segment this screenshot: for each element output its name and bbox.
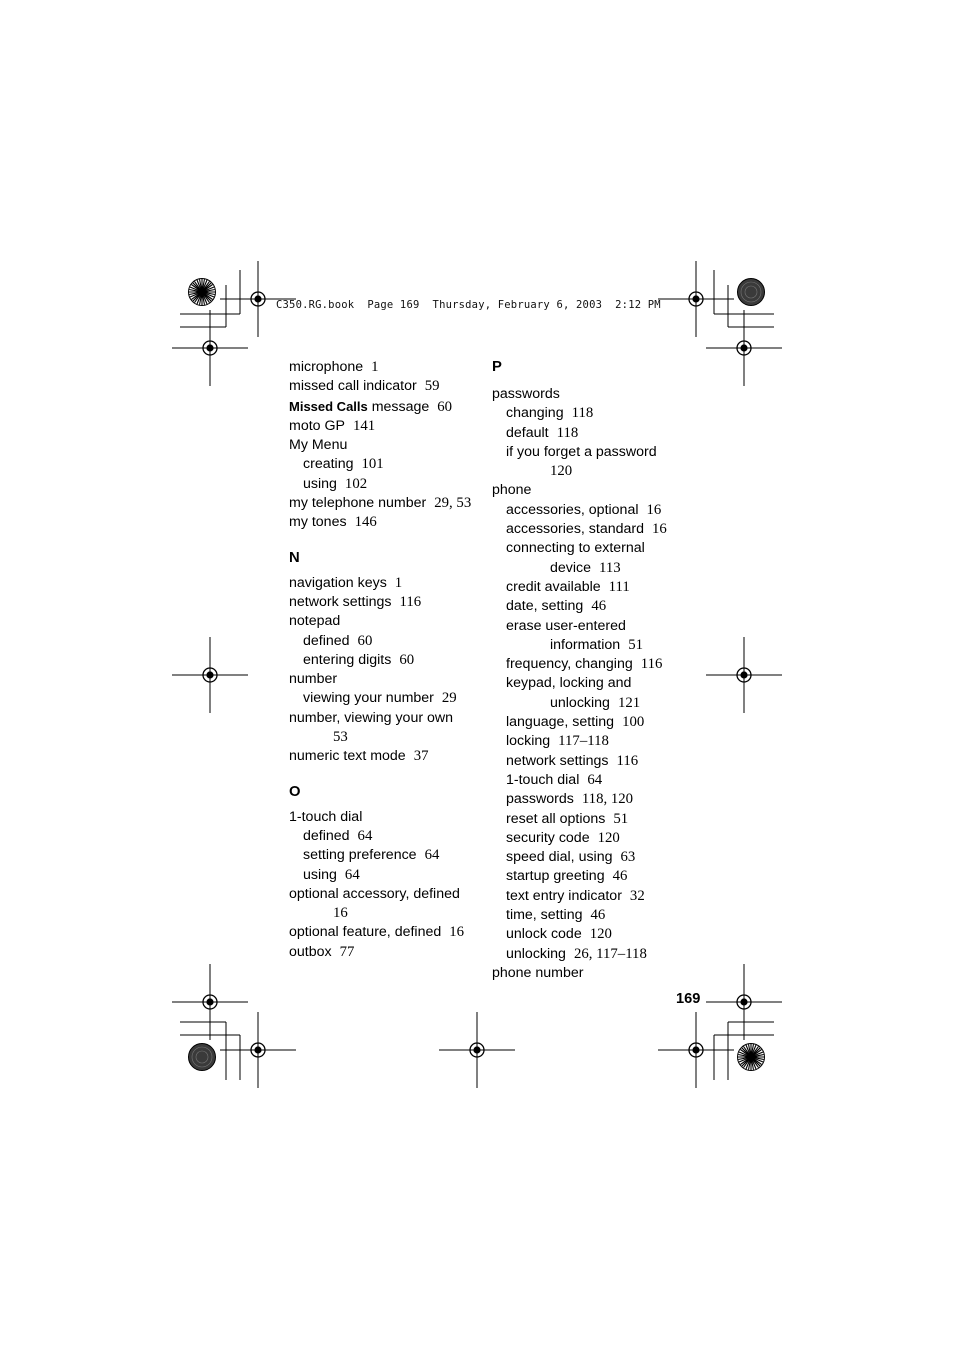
index-subentry: network settings 116 (506, 752, 639, 769)
section-letter: N (289, 549, 300, 566)
index-continuation: device 113 (550, 559, 621, 576)
index-subentry: date, setting 46 (506, 598, 607, 615)
index-entry: optional accessory, defined (289, 885, 460, 902)
index-subentry: using 102 (303, 475, 368, 492)
print-slug (276, 299, 661, 311)
index-continuation: 120 (550, 463, 573, 480)
index-entry: passwords (492, 386, 560, 402)
slug-time: 2:12 PM (615, 299, 661, 311)
index-entry: phone (492, 482, 532, 499)
index-entry: navigation keys 1 (289, 574, 403, 591)
index-subentry: if you forget a password (506, 443, 657, 460)
index-subentry: viewing your number 29 (303, 690, 457, 707)
index-entry: number, viewing your own (289, 709, 454, 726)
index-continuation: 16 (333, 905, 348, 922)
index-entry: microphone 1 (289, 359, 379, 375)
index-subentry: using 64 (303, 866, 360, 883)
index-subentry: keypad, locking and (506, 675, 632, 692)
index-subentry: 1-touch dial 64 (506, 771, 603, 788)
index-subentry: language, setting 100 (506, 714, 645, 731)
section-letter: O (289, 783, 301, 800)
index-continuation: information 51 (550, 636, 643, 653)
index-entry: notepad (289, 613, 341, 630)
index-entry: 1-touch dial (289, 808, 363, 825)
index-entry: phone number (492, 964, 584, 981)
index-subentry: unlocking 26, 117–118 (506, 945, 647, 962)
index-subentry: security code 120 (506, 829, 620, 846)
index-subentry: entering digits 60 (303, 651, 415, 668)
index-entry: outbox 77 (289, 943, 355, 960)
slug-date: Thursday, February 6, 2003 (432, 299, 603, 311)
index-continuation: 53 (333, 729, 348, 746)
index-entry: numeric text mode 37 (289, 748, 429, 765)
index-subentry: defined 60 (303, 632, 373, 649)
index-continuation: unlocking 121 (550, 694, 641, 711)
page-number: 169 (676, 991, 701, 1007)
index-entry: missed call indicator 59 (289, 378, 440, 395)
index-subentry: erase user-entered (506, 617, 626, 634)
index-entry: my tones 146 (289, 514, 377, 531)
index-subentry: reset all options 51 (506, 810, 629, 827)
slug-page: Page 169 (367, 299, 420, 311)
index-subentry: creating 101 (303, 456, 384, 473)
index-subentry: credit available 111 (506, 578, 630, 595)
index-entry: My Menu (289, 437, 348, 454)
section-letter: P (492, 359, 502, 375)
index-subentry: defined 64 (303, 827, 373, 844)
index-subentry: changing 118 (506, 405, 594, 422)
index-entry: network settings 116 (289, 593, 422, 610)
index-entry: my telephone number 29, 53 (289, 495, 472, 512)
index-subentry: locking 117–118 (506, 733, 609, 750)
index-subentry: unlock code 120 (506, 926, 612, 943)
index-subentry: text entry indicator 32 (506, 887, 645, 904)
index-subentry: connecting to external (506, 540, 645, 557)
index-entry: number (289, 671, 338, 688)
index-subentry: speed dial, using 63 (506, 849, 636, 866)
index-entry: moto GP 141 (289, 417, 376, 434)
index-entry: Missed Calls message 60 (289, 398, 453, 415)
index-subentry: accessories, optional 16 (506, 501, 662, 518)
index-subentry: time, setting 46 (506, 907, 606, 924)
index-column-left (289, 358, 484, 962)
index-column-right (492, 358, 692, 983)
slug-file: C350.RG.book (276, 299, 355, 311)
index-subentry: default 118 (506, 424, 579, 441)
index-subentry: setting preference 64 (303, 847, 440, 864)
index-subentry: startup greeting 46 (506, 868, 628, 885)
index-subentry: accessories, standard 16 (506, 521, 667, 538)
index-subentry: passwords 118, 120 (506, 791, 634, 808)
ui-term: Missed Calls (289, 398, 368, 414)
index-subentry: frequency, changing 116 (506, 656, 663, 673)
index-entry: optional feature, defined 16 (289, 924, 465, 941)
